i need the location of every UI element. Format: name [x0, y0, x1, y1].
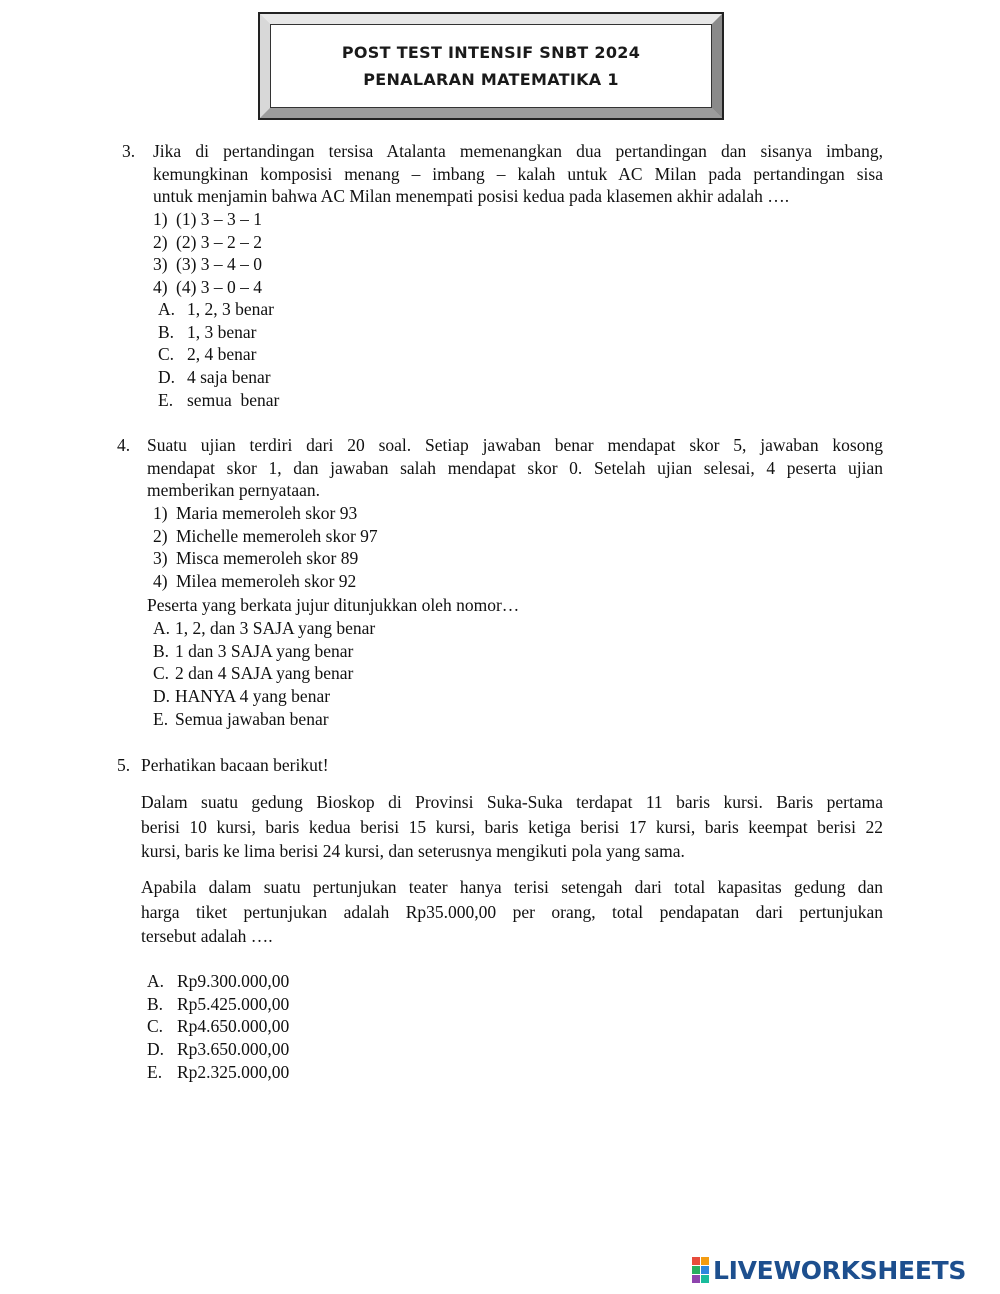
- q4-option-text: 1 dan 3 SAJA yang benar: [175, 640, 354, 661]
- q4-option[interactable]: [153, 662, 375, 685]
- q5-question-line: harga tiket pertunjukan adalah Rp35.000,00 per orang, total pendapatan dari pertunjukan: [141, 901, 883, 922]
- logo-tile: [701, 1257, 709, 1265]
- q3-stem: [153, 140, 883, 208]
- q5-question-line: Apabila dalam suatu pertunjukan teater hanya terisi setengah dari total kapasitas gedung dan: [141, 877, 883, 897]
- q5-option-key: A.: [147, 971, 165, 991]
- q3-option-text: semua benar: [187, 389, 280, 410]
- q3-options: [158, 298, 279, 412]
- q5-option[interactable]: [147, 1015, 289, 1038]
- q4-statement: [153, 525, 378, 548]
- q4-option-key: B.: [153, 640, 170, 661]
- q3-option-text: 1, 3 benar: [187, 321, 257, 342]
- q4-statement-key: 3): [153, 548, 168, 569]
- q5-option[interactable]: [147, 1061, 289, 1084]
- q5-passage-line: berisi 10 kursi, baris kedua berisi 15 kursi, baris ketiga berisi 17 kursi, baris keempat berisi 22: [141, 816, 883, 837]
- q4-stem-line: Suatu ujian terdiri dari 20 soal. Setiap jawaban benar mendapat skor 5, jawaban kosong: [147, 435, 883, 455]
- q3-statement-text: (1) 3 – 3 – 1: [176, 209, 263, 229]
- q4-statement: [153, 502, 378, 525]
- title-box: [270, 24, 712, 108]
- q4-option-text: HANYA 4 yang benar: [175, 686, 331, 707]
- q5-options: [147, 970, 289, 1084]
- q3-statement: [153, 231, 262, 254]
- q5-option-text: Rp4.650.000,00: [177, 1016, 290, 1037]
- q3-option-key: D.: [158, 367, 176, 388]
- q4-options: [153, 617, 375, 731]
- q3-number: 3.: [122, 141, 136, 161]
- q3-option-key: E.: [158, 389, 174, 410]
- q5-option-text: Rp9.300.000,00: [177, 971, 290, 991]
- liveworksheets-logo: [692, 1256, 966, 1284]
- q3-option[interactable]: [158, 343, 279, 366]
- q4-number: 4.: [117, 435, 131, 455]
- q5-option[interactable]: [147, 993, 289, 1016]
- q5-option-key: D.: [147, 1039, 165, 1060]
- q5-question: [141, 875, 883, 949]
- q4-statement-text: Michelle memeroleh skor 97: [176, 525, 378, 546]
- test-subtitle: PENALARAN MATEMATIKA 1: [363, 70, 619, 89]
- q3-statement-key: 1): [153, 209, 168, 229]
- q4-statement-text: Maria memeroleh skor 93: [176, 503, 358, 523]
- q3-statement: [153, 208, 262, 231]
- q5-intro: Perhatikan bacaan berikut!: [141, 755, 329, 775]
- logo-tile: [701, 1266, 709, 1274]
- q5-option-key: B.: [147, 993, 164, 1014]
- q4-statement-text: Milea memeroleh skor 92: [176, 571, 357, 592]
- q3-option-key: A.: [158, 299, 176, 319]
- q4-statement-key: 1): [153, 503, 168, 523]
- q3-statement-key: 2): [153, 231, 168, 252]
- liveworksheets-wordmark: LIVEWORKSHEETS: [713, 1255, 967, 1285]
- q3-statement: [153, 253, 262, 276]
- q3-statement-text: (4) 3 – 0 – 4: [176, 277, 263, 298]
- q3-option-text: 2, 4 benar: [187, 344, 257, 365]
- q4-statement: [153, 547, 378, 570]
- q3-statement-key: 4): [153, 277, 168, 298]
- q3-option-text: 1, 2, 3 benar: [187, 299, 274, 319]
- q5-passage-line: Dalam suatu gedung Bioskop di Provinsi Suka-Suka terdapat 11 baris kursi. Baris pertama: [141, 792, 883, 812]
- q4-option[interactable]: [153, 685, 375, 708]
- q4-option[interactable]: [153, 708, 375, 731]
- q5-passage-line: kursi, baris ke lima berisi 24 kursi, dan seterusnya mengikuti pola yang sama.: [141, 841, 685, 861]
- logo-tile: [692, 1257, 700, 1265]
- q4-stem-line: mendapat skor 1, dan jawaban salah mendapat skor 0. Setelah ujian selesai, 4 peserta ujian: [147, 457, 883, 478]
- q3-statement-key: 3): [153, 254, 168, 275]
- q3-option-key: C.: [158, 344, 175, 365]
- q4-statement: [153, 570, 378, 593]
- q4-option-key: A.: [153, 618, 171, 638]
- q4-question: Peserta yang berkata jujur ditunjukkan oleh nomor…: [147, 595, 520, 615]
- q3-option[interactable]: [158, 389, 279, 412]
- logo-tile: [701, 1275, 709, 1283]
- q5-option-text: Rp2.325.000,00: [177, 1061, 290, 1082]
- q4-option[interactable]: [153, 640, 375, 663]
- q4-stem-line: memberikan pernyataan.: [147, 480, 320, 501]
- q4-option[interactable]: [153, 617, 375, 640]
- q5-option[interactable]: [147, 970, 289, 993]
- logo-tile: [692, 1275, 700, 1283]
- q3-statement-text: (2) 3 – 2 – 2: [176, 231, 263, 252]
- q3-statement-text: (3) 3 – 4 – 0: [176, 254, 263, 275]
- q4-option-key: E.: [153, 708, 169, 729]
- q3-option-text: 4 saja benar: [187, 367, 271, 388]
- q5-option[interactable]: [147, 1038, 289, 1061]
- q5-passage: [141, 790, 883, 864]
- q4-statement-key: 2): [153, 525, 168, 546]
- q5-option-key: E.: [147, 1061, 163, 1082]
- q5-number: 5.: [117, 755, 131, 775]
- q4-stem: [147, 434, 883, 502]
- q3-option[interactable]: [158, 366, 279, 389]
- logo-tile: [692, 1266, 700, 1274]
- title-frame: [258, 12, 724, 120]
- q4-option-text: 1, 2, dan 3 SAJA yang benar: [175, 618, 376, 638]
- q3-stem-line: kemungkinan komposisi menang – imbang – kalah untuk AC Milan pada pertandingan sisa: [153, 163, 883, 184]
- q5-option-text: Rp5.425.000,00: [177, 993, 290, 1014]
- q4-option-text: 2 dan 4 SAJA yang benar: [175, 663, 354, 684]
- q4-option-text: Semua jawaban benar: [175, 708, 329, 729]
- q3-stem-line: Jika di pertandingan tersisa Atalanta memenangkan dua pertandingan dan sisanya imbang,: [153, 141, 883, 161]
- q4-option-key: D.: [153, 686, 171, 707]
- q4-statements: [153, 502, 378, 593]
- test-title: POST TEST INTENSIF SNBT 2024: [341, 43, 641, 62]
- q5-question-line: tersebut adalah ….: [141, 926, 273, 946]
- q3-option-key: B.: [158, 321, 175, 342]
- liveworksheets-logo-icon: [692, 1257, 709, 1283]
- q3-statement: [153, 276, 262, 299]
- q3-option[interactable]: [158, 321, 279, 344]
- q5-option-text: Rp3.650.000,00: [177, 1039, 290, 1060]
- q4-statement-text: Misca memeroleh skor 89: [176, 548, 359, 569]
- q4-option-key: C.: [153, 663, 170, 684]
- q3-option[interactable]: [158, 298, 279, 321]
- q3-statements: [153, 208, 262, 299]
- q5-option-key: C.: [147, 1016, 164, 1037]
- q3-stem-line: untuk menjamin bahwa AC Milan menempati posisi kedua pada klasemen akhir adalah ….: [153, 186, 790, 207]
- q4-statement-key: 4): [153, 571, 168, 592]
